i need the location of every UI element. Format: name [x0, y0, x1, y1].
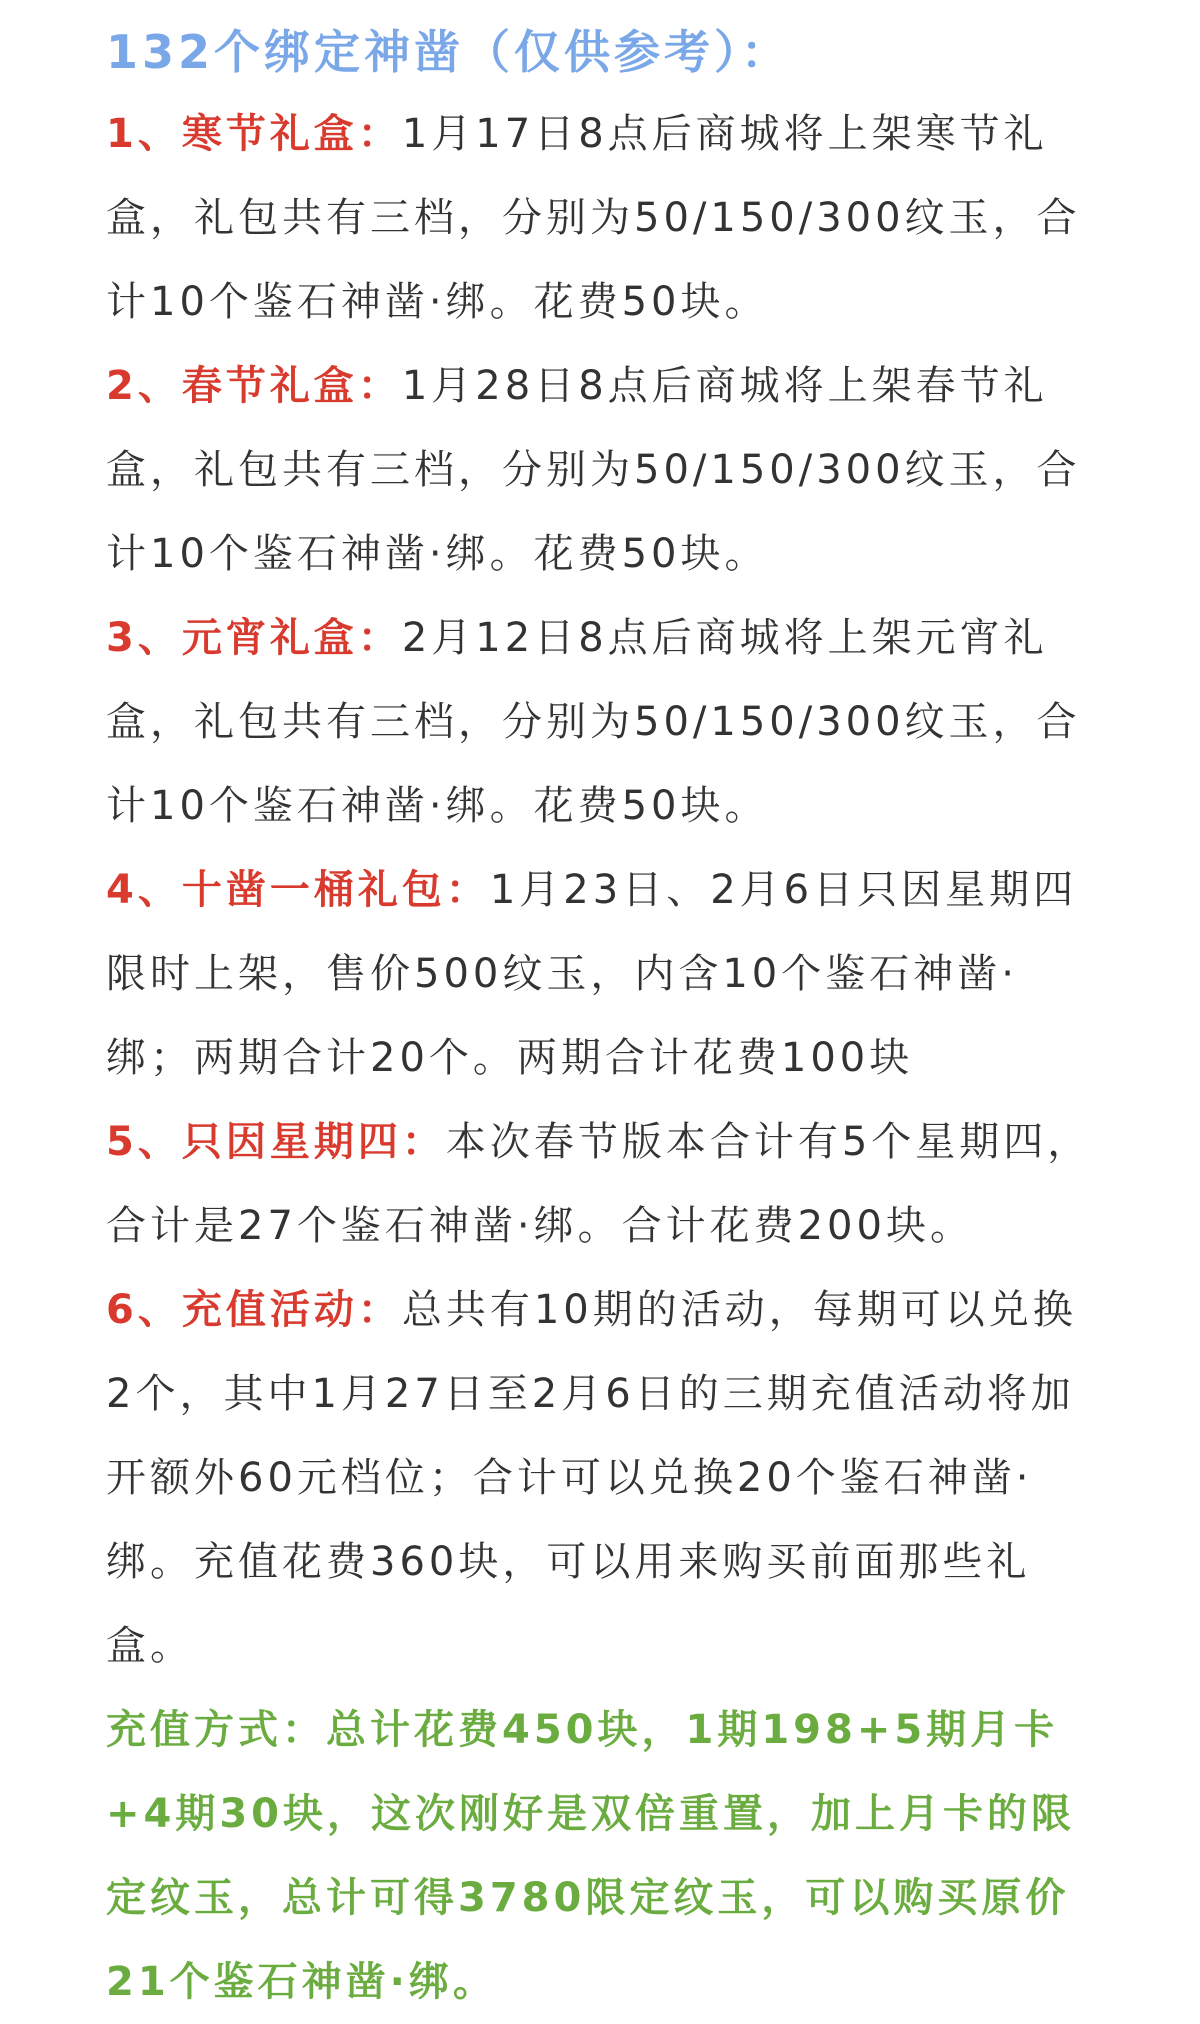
item-lead: 4、十凿一桶礼包： — [106, 867, 490, 913]
list-item-recharge — [106, 1268, 1092, 1688]
list-item-winter-box — [106, 92, 1092, 344]
item-text: 本次春节版本合计有5个星期四，合计是27个鉴石神凿·绑。合计花费200块。 — [106, 1119, 1092, 1249]
item-text: 2月12日8点后商城将上架元宵礼盒，礼包共有三档，分别为50/150/300纹玉，合计10个鉴石神凿·绑。花费50块。 — [106, 615, 1081, 829]
item-lead: 2、春节礼盒： — [106, 363, 402, 409]
list-item-thursday — [106, 1100, 1092, 1268]
article — [106, 14, 1092, 2024]
item-text: 总共有10期的活动，每期可以兑换2个，其中1月27日至2月6日的三期充值活动将加开额外60元档位；合计可以兑换20个鉴石神凿·绑。充值花费360块，可以用来购买前面那些礼盒。 — [106, 1287, 1077, 1669]
item-lead: 6、充值活动： — [106, 1287, 402, 1333]
item-lead: 1、寒节礼盒： — [106, 111, 402, 157]
list-item-lantern-box — [106, 596, 1092, 848]
item-text: 1月23日、2月6日只因星期四限时上架，售价500纹玉，内含10个鉴石神凿·绑；两期合计20个。两期合计花费100块 — [106, 867, 1078, 1081]
item-lead: 3、元宵礼盒： — [106, 615, 402, 661]
summary-paragraph: 充值方式：总计花费450块，1期198+5期月卡+4期30块，这次刚好是双倍重置，加上月卡的限定纹玉，总计可得3780限定纹玉，可以购买原价21个鉴石神凿·绑。 — [106, 1707, 1076, 2005]
list-item-ten-chisel-pack — [106, 848, 1092, 1100]
list-item-spring-box — [106, 344, 1092, 596]
item-lead: 5、只因星期四： — [106, 1119, 446, 1165]
item-text: 1月28日8点后商城将上架春节礼盒，礼包共有三档，分别为50/150/300纹玉，合计10个鉴石神凿·绑。花费50块。 — [106, 363, 1081, 577]
item-text: 1月17日8点后商城将上架寒节礼盒，礼包共有三档，分别为50/150/300纹玉，合计10个鉴石神凿·绑。花费50块。 — [106, 111, 1081, 325]
page-title: 132个绑定神凿（仅供参考）： — [106, 25, 792, 79]
